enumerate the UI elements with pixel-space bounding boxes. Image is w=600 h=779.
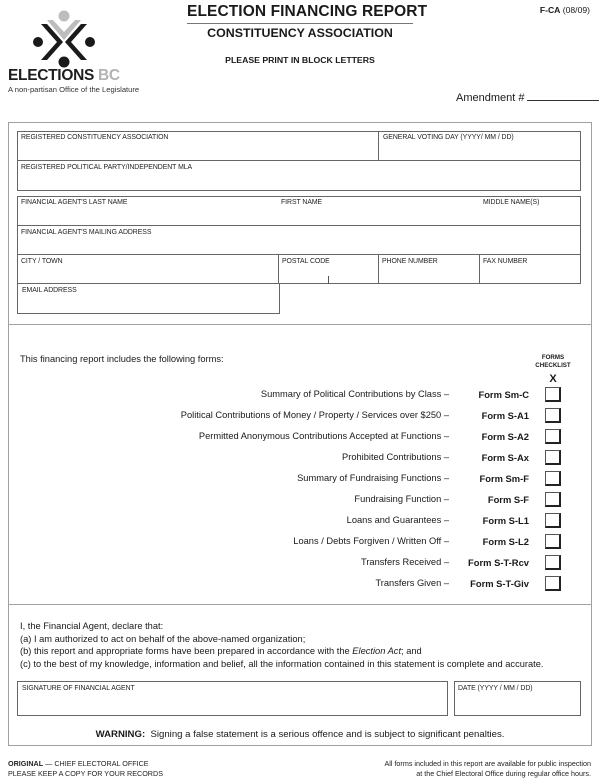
form-checkbox-s-t-rcv[interactable] (545, 555, 561, 570)
amendment-field[interactable] (456, 91, 599, 104)
email-address-field[interactable] (17, 283, 280, 314)
form-code: Form Sm-C (478, 389, 529, 400)
fax-number-field[interactable] (480, 254, 581, 284)
middle-names-label: MIDDLE NAME(S) (483, 199, 540, 206)
form-description: Fundraising Function – (354, 494, 449, 504)
form-description: Summary of Political Contributions by Class – (260, 389, 449, 399)
checklist-mark: X (549, 373, 557, 385)
date-label: DATE (YYYY / MM / DD) (458, 685, 533, 692)
footer-right: All forms included in this report are available for public inspection at the Chief Electoral Office during regular office hours. (384, 759, 591, 778)
constituency-association-field[interactable] (17, 131, 379, 161)
political-party-label: REGISTERED POLITICAL PARTY/INDEPENDENT MLA (21, 164, 193, 171)
form-description: Loans / Debts Forgiven / Written Off – (293, 536, 449, 546)
elections-bc-logo (8, 10, 158, 94)
form-checkbox-sm-f[interactable] (545, 471, 561, 486)
form-code: Form Sm-F (479, 473, 529, 484)
form-checkbox-s-l2[interactable] (545, 534, 561, 549)
checklist-header: FORMS CHECKLIST (535, 354, 571, 369)
form-description: Loans and Guarantees – (346, 515, 449, 525)
amendment-input[interactable] (527, 91, 599, 101)
city-town-field[interactable] (17, 254, 279, 284)
form-code: Form S-L2 (482, 536, 529, 547)
form-checkbox-s-ax[interactable] (545, 450, 561, 465)
declaration-text: I, the Financial Agent, declare that: (a) I am authorized to act on behalf of the above-named organization; (b) this report and appropriate forms have been prepared in accordance with the Election Act; and (c) to the best of my knowledge, information and belief, all the information contained in this statement is complete and accurate. (20, 621, 544, 669)
forms-intro: This financing report includes the following forms: (20, 354, 224, 364)
date-field[interactable] (454, 681, 581, 716)
postal-code-field[interactable] (279, 254, 379, 284)
agent-last-name-label: FINANCIAL AGENT'S LAST NAME (21, 199, 128, 206)
constituency-association-label: REGISTERED CONSTITUENCY ASSOCIATION (21, 134, 169, 141)
form-description: Transfers Received – (360, 557, 449, 567)
email-address-label: EMAIL ADDRESS (22, 287, 77, 294)
form-description: Transfers Given – (375, 578, 449, 588)
form-checkbox-s-l1[interactable] (545, 513, 561, 528)
form-code: Form S-L1 (482, 515, 529, 526)
elections-bc-emblem-icon (33, 10, 95, 68)
form-checkbox-s-a1[interactable] (545, 408, 561, 423)
form-code: Form S-T-Rcv (468, 557, 529, 568)
mailing-address-field[interactable] (17, 225, 581, 255)
warning-text: WARNING: Signing a false statement is a serious offence and is subject to significant penalties. (95, 729, 505, 740)
agent-name-row (17, 196, 581, 226)
form-description: Summary of Fundraising Functions – (297, 473, 449, 483)
form-code: Form S-A1 (481, 410, 529, 421)
form-code: Form S-A2 (481, 431, 529, 442)
first-name-label: FIRST NAME (281, 199, 323, 206)
logo-wordmark: ELECTIONS BC (8, 67, 120, 84)
signature-label: SIGNATURE OF FINANCIAL AGENT (22, 685, 135, 692)
city-town-label: CITY / TOWN (21, 258, 63, 265)
general-voting-day-label: GENERAL VOTING DAY (YYYY/ MM / DD) (383, 134, 514, 141)
form-checkbox-sm-c[interactable] (545, 387, 561, 402)
phone-number-label: PHONE NUMBER (382, 258, 438, 265)
form-code: F-CA (08/09) (539, 5, 590, 15)
page-title: ELECTION FINANCING REPORT (187, 3, 413, 24)
form-code: Form S-Ax (481, 452, 529, 463)
mailing-address-label: FINANCIAL AGENT'S MAILING ADDRESS (21, 229, 152, 236)
logo-tagline: A non-partisan Office of the Legislature (8, 85, 140, 94)
form-checkbox-s-a2[interactable] (545, 429, 561, 444)
section-divider (8, 324, 592, 325)
postal-code-separator (328, 276, 329, 284)
form-checkbox-s-t-giv[interactable] (545, 576, 561, 591)
political-party-field[interactable] (17, 160, 581, 191)
amendment-label: Amendment # (456, 92, 525, 104)
form-description: Prohibited Contributions – (342, 452, 449, 462)
form-code: Form S-T-Giv (470, 578, 529, 589)
form-description: Permitted Anonymous Contributions Accepted at Functions – (198, 431, 449, 441)
print-instruction: PLEASE PRINT IN BLOCK LETTERS (225, 55, 375, 65)
signature-field[interactable] (17, 681, 448, 716)
fax-number-label: FAX NUMBER (483, 258, 528, 265)
phone-number-field[interactable] (379, 254, 480, 284)
section-divider (8, 604, 592, 605)
footer-left: ORIGINAL — CHIEF ELECTORAL OFFICE PLEASE KEEP A COPY FOR YOUR RECORDS (8, 759, 163, 778)
page-subtitle: CONSTITUENCY ASSOCIATION (207, 26, 393, 40)
form-checkbox-s-f[interactable] (545, 492, 561, 507)
general-voting-day-field[interactable] (379, 131, 581, 161)
form-description: Political Contributions of Money / Property / Services over $250 – (180, 410, 449, 420)
form-code: Form S-F (487, 494, 529, 505)
title-block (170, 3, 430, 65)
postal-code-label: POSTAL CODE (282, 258, 330, 265)
